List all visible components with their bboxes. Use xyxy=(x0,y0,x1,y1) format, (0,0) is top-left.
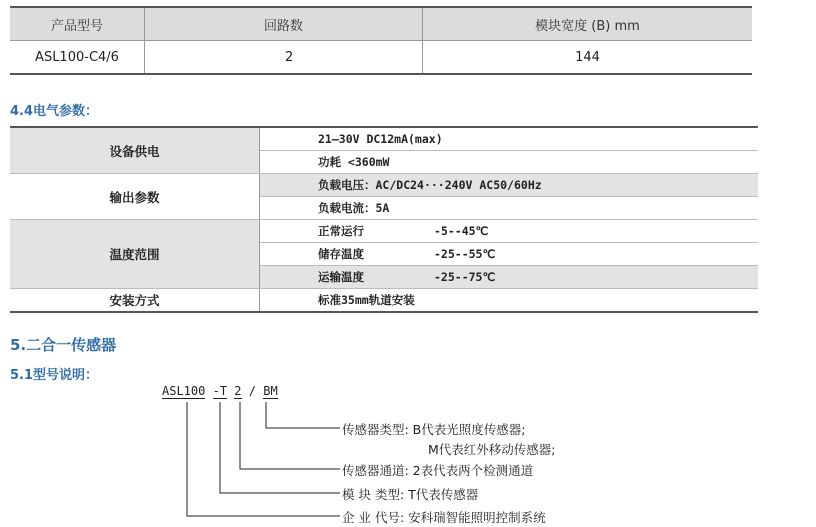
leader-line-sensor xyxy=(266,402,340,428)
desc-sensor-type-1: 传感器类型: B代表光照度传感器; xyxy=(342,422,526,437)
temp-1-value: -5--45℃ xyxy=(434,224,489,238)
temp-3-value: -25--75℃ xyxy=(434,270,496,284)
cell-circuits: 2 xyxy=(145,41,423,75)
temp-2-value: -25--55℃ xyxy=(434,247,496,261)
section-model-desc-title: 5.1型号说明： xyxy=(10,368,99,383)
output-value-2: 负载电流：5A xyxy=(260,197,759,220)
code-part-sensor: BM xyxy=(263,384,278,398)
header-circuits: 回路数 xyxy=(145,7,423,41)
code-part-channel: 2 xyxy=(234,384,242,398)
desc-company-code: 企 业 代号: 安科瑞智能照明控制系统 xyxy=(342,510,546,525)
temp-label: 温度范围 xyxy=(10,220,260,289)
temp-1-name: 正常运行 xyxy=(318,224,364,238)
supply-label: 设备供电 xyxy=(10,127,260,174)
cell-width: 144 xyxy=(423,41,753,75)
leader-line-type xyxy=(220,402,340,493)
section-electrical-title: 4.4电气参数： xyxy=(10,104,99,119)
output-label: 输出参数 xyxy=(10,174,260,220)
leader-line-company xyxy=(187,402,340,516)
install-label: 安装方式 xyxy=(10,289,260,313)
temp-3-name: 运输温度 xyxy=(318,270,364,284)
supply-value-1: 21—30V DC12mA(max) xyxy=(260,127,759,151)
header-width: 模块宽度 (B) mm xyxy=(423,7,753,41)
code-part-company: ASL100 xyxy=(162,384,206,398)
desc-sensor-channel: 传感器通道: 2表代表两个检测通道 xyxy=(342,463,534,478)
code-part-type: -T xyxy=(212,384,228,398)
desc-sensor-type-2: M代表红外移动传感器; xyxy=(428,442,556,457)
cell-model: ASL100-C4/6 xyxy=(10,41,145,75)
desc-module-type: 模 块 类型: T代表传感器 xyxy=(342,487,479,502)
temp-2-name: 储存温度 xyxy=(318,247,364,261)
section-sensor-title: 5.二合一传感器 xyxy=(10,336,117,354)
leader-line-channel xyxy=(240,402,340,469)
supply-value-2: 功耗 <360mW xyxy=(260,151,759,174)
code-part-slash: / xyxy=(248,384,256,398)
header-model: 产品型号 xyxy=(10,7,145,41)
install-value: 标准35mm轨道安装 xyxy=(260,289,759,313)
output-value-1: 负载电压：AC/DC24···240V AC50/60Hz xyxy=(260,174,759,197)
